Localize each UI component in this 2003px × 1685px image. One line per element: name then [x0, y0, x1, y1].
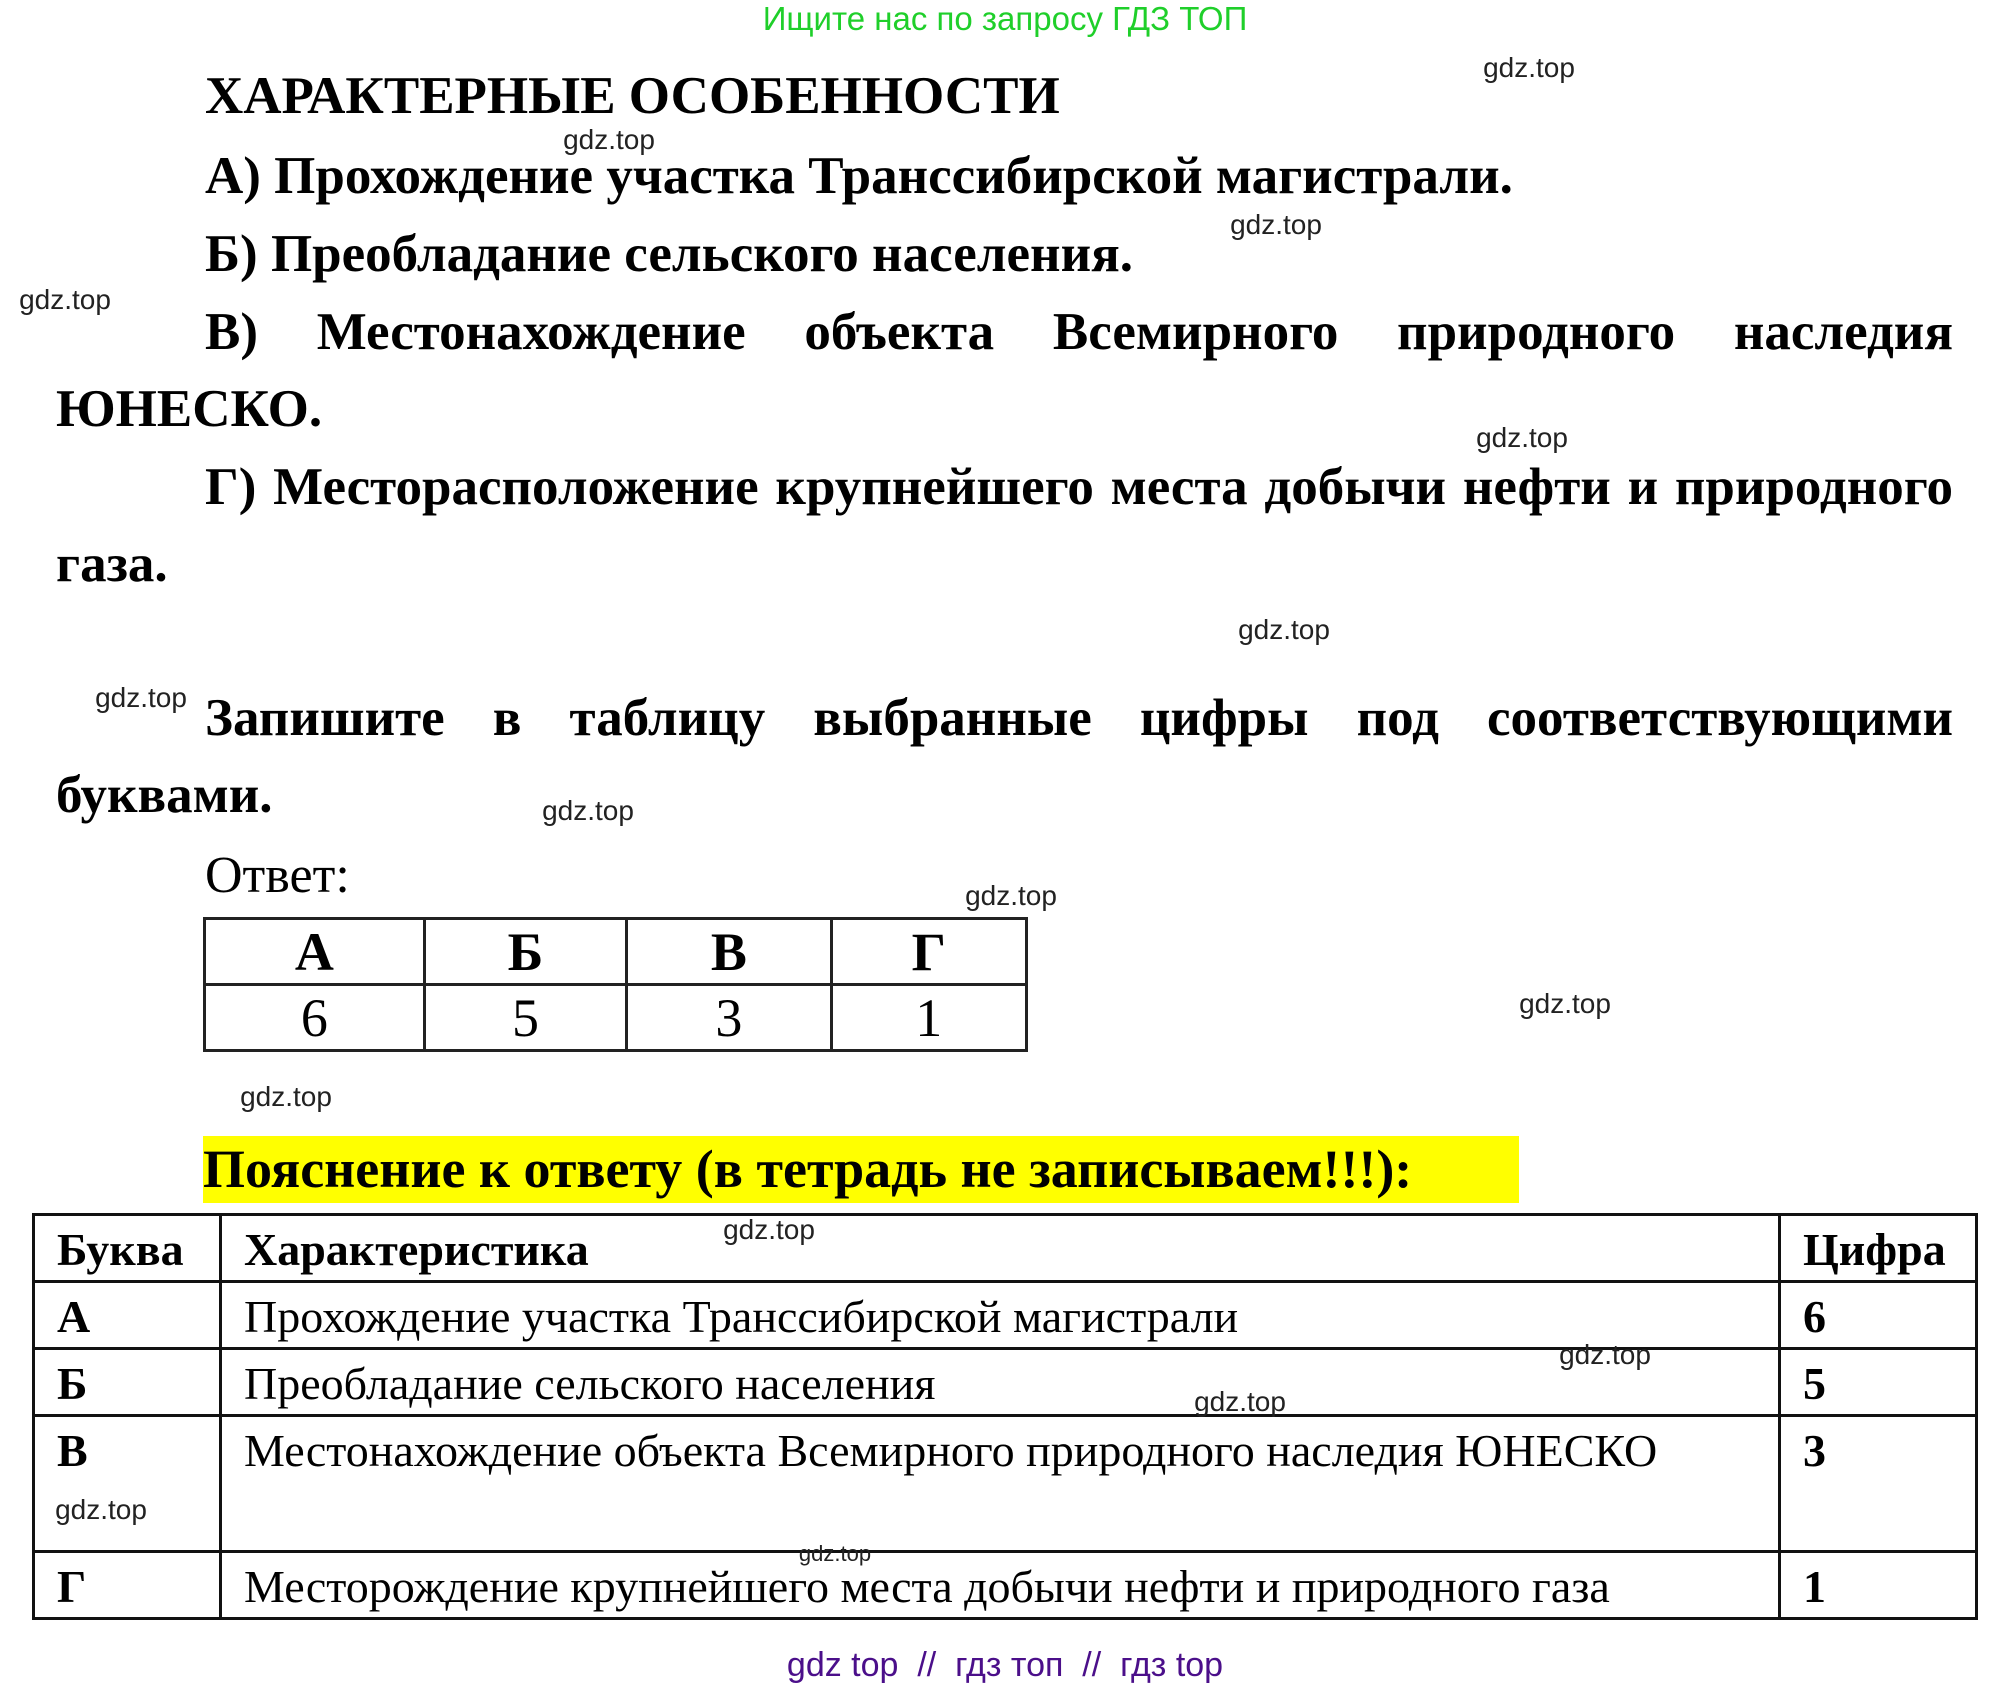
watermark: gdz.top — [1559, 1339, 1651, 1370]
watermark: gdz.top — [1519, 988, 1611, 1019]
row-letter: В — [34, 1416, 221, 1552]
answer-letter: А — [205, 919, 425, 985]
header-characteristic: Характеристика — [221, 1215, 1780, 1282]
row-text: Месторождение крупнейшего места добычи нефти и природного газа — [221, 1552, 1780, 1619]
watermark: gdz.top — [19, 284, 111, 315]
row-digit: 3 — [1780, 1416, 1977, 1552]
feature-g: Г) Месторасположение крупнейшего места добычи нефти и природного газа. — [56, 458, 1953, 593]
answer-letters-row — [205, 919, 1027, 985]
footer-links: gdz top // гдз топ // гдз top — [786, 1646, 1224, 1684]
watermark: gdz.top — [563, 124, 655, 155]
table-row — [34, 1282, 1977, 1349]
answer-letter: В — [627, 919, 831, 985]
row-letter: Б — [34, 1349, 221, 1416]
feature-v: В) Местонахождение объекта Всемирного природного наследия ЮНЕСКО. — [56, 303, 1953, 438]
feature-a: А) Прохождение участка Транссибирской магистрали. — [205, 147, 1513, 205]
watermark: gdz.top — [95, 682, 187, 713]
row-text: Местонахождение объекта Всемирного природного наследия ЮНЕСКО — [221, 1416, 1780, 1552]
row-digit: 6 — [1780, 1282, 1977, 1349]
answer-letter: Б — [424, 919, 627, 985]
answer-label: Ответ: — [205, 847, 350, 904]
table-row — [34, 1552, 1977, 1619]
watermark: gdz.top — [1230, 209, 1322, 240]
answer-table — [203, 917, 1028, 1052]
row-digit: 1 — [1780, 1552, 1977, 1619]
watermark: gdz.top — [723, 1214, 815, 1245]
watermark: gdz.top — [1483, 52, 1575, 83]
instruction: Запишите в таблицу выбранные цифры под соответствующими буквами. — [56, 689, 1953, 824]
table-header-row — [34, 1215, 1977, 1282]
table-row — [34, 1349, 1977, 1416]
answer-digits-row — [205, 985, 1027, 1051]
header-banner: Ищите нас по запросу ГДЗ ТОП — [762, 0, 1248, 37]
watermark: gdz.top — [55, 1494, 147, 1525]
explanation-heading: Пояснение к ответу (в тетрадь не записываем!!!): — [203, 1136, 1519, 1203]
feature-b: Б) Преобладание сельского населения. — [205, 225, 1134, 283]
watermark: gdz.top — [1238, 614, 1330, 645]
header-letter: Буква — [34, 1215, 221, 1282]
row-letter: Г — [34, 1552, 221, 1619]
row-text: Преобладание сельского населения — [221, 1349, 1780, 1416]
header-digit: Цифра — [1780, 1215, 1977, 1282]
row-letter: А — [34, 1282, 221, 1349]
watermark: gdz.top — [542, 795, 634, 826]
watermark: gdz.top — [1194, 1386, 1286, 1417]
table-row — [34, 1416, 1977, 1552]
watermark: gdz.top — [1476, 422, 1568, 453]
answer-digit: 5 — [424, 985, 627, 1051]
row-digit: 5 — [1780, 1349, 1977, 1416]
watermark: gdz.top — [965, 880, 1057, 911]
watermark: gdz.top — [798, 1541, 872, 1566]
answer-digit: 1 — [831, 985, 1027, 1051]
watermark: gdz.top — [240, 1081, 332, 1112]
title: ХАРАКТЕРНЫЕ ОСОБЕННОСТИ — [205, 67, 1060, 125]
row-text: Прохождение участка Транссибирской магистрали — [221, 1282, 1780, 1349]
answer-digit: 6 — [205, 985, 425, 1051]
answer-digit: 3 — [627, 985, 831, 1051]
explanation-table — [32, 1213, 1978, 1620]
answer-letter: Г — [831, 919, 1027, 985]
